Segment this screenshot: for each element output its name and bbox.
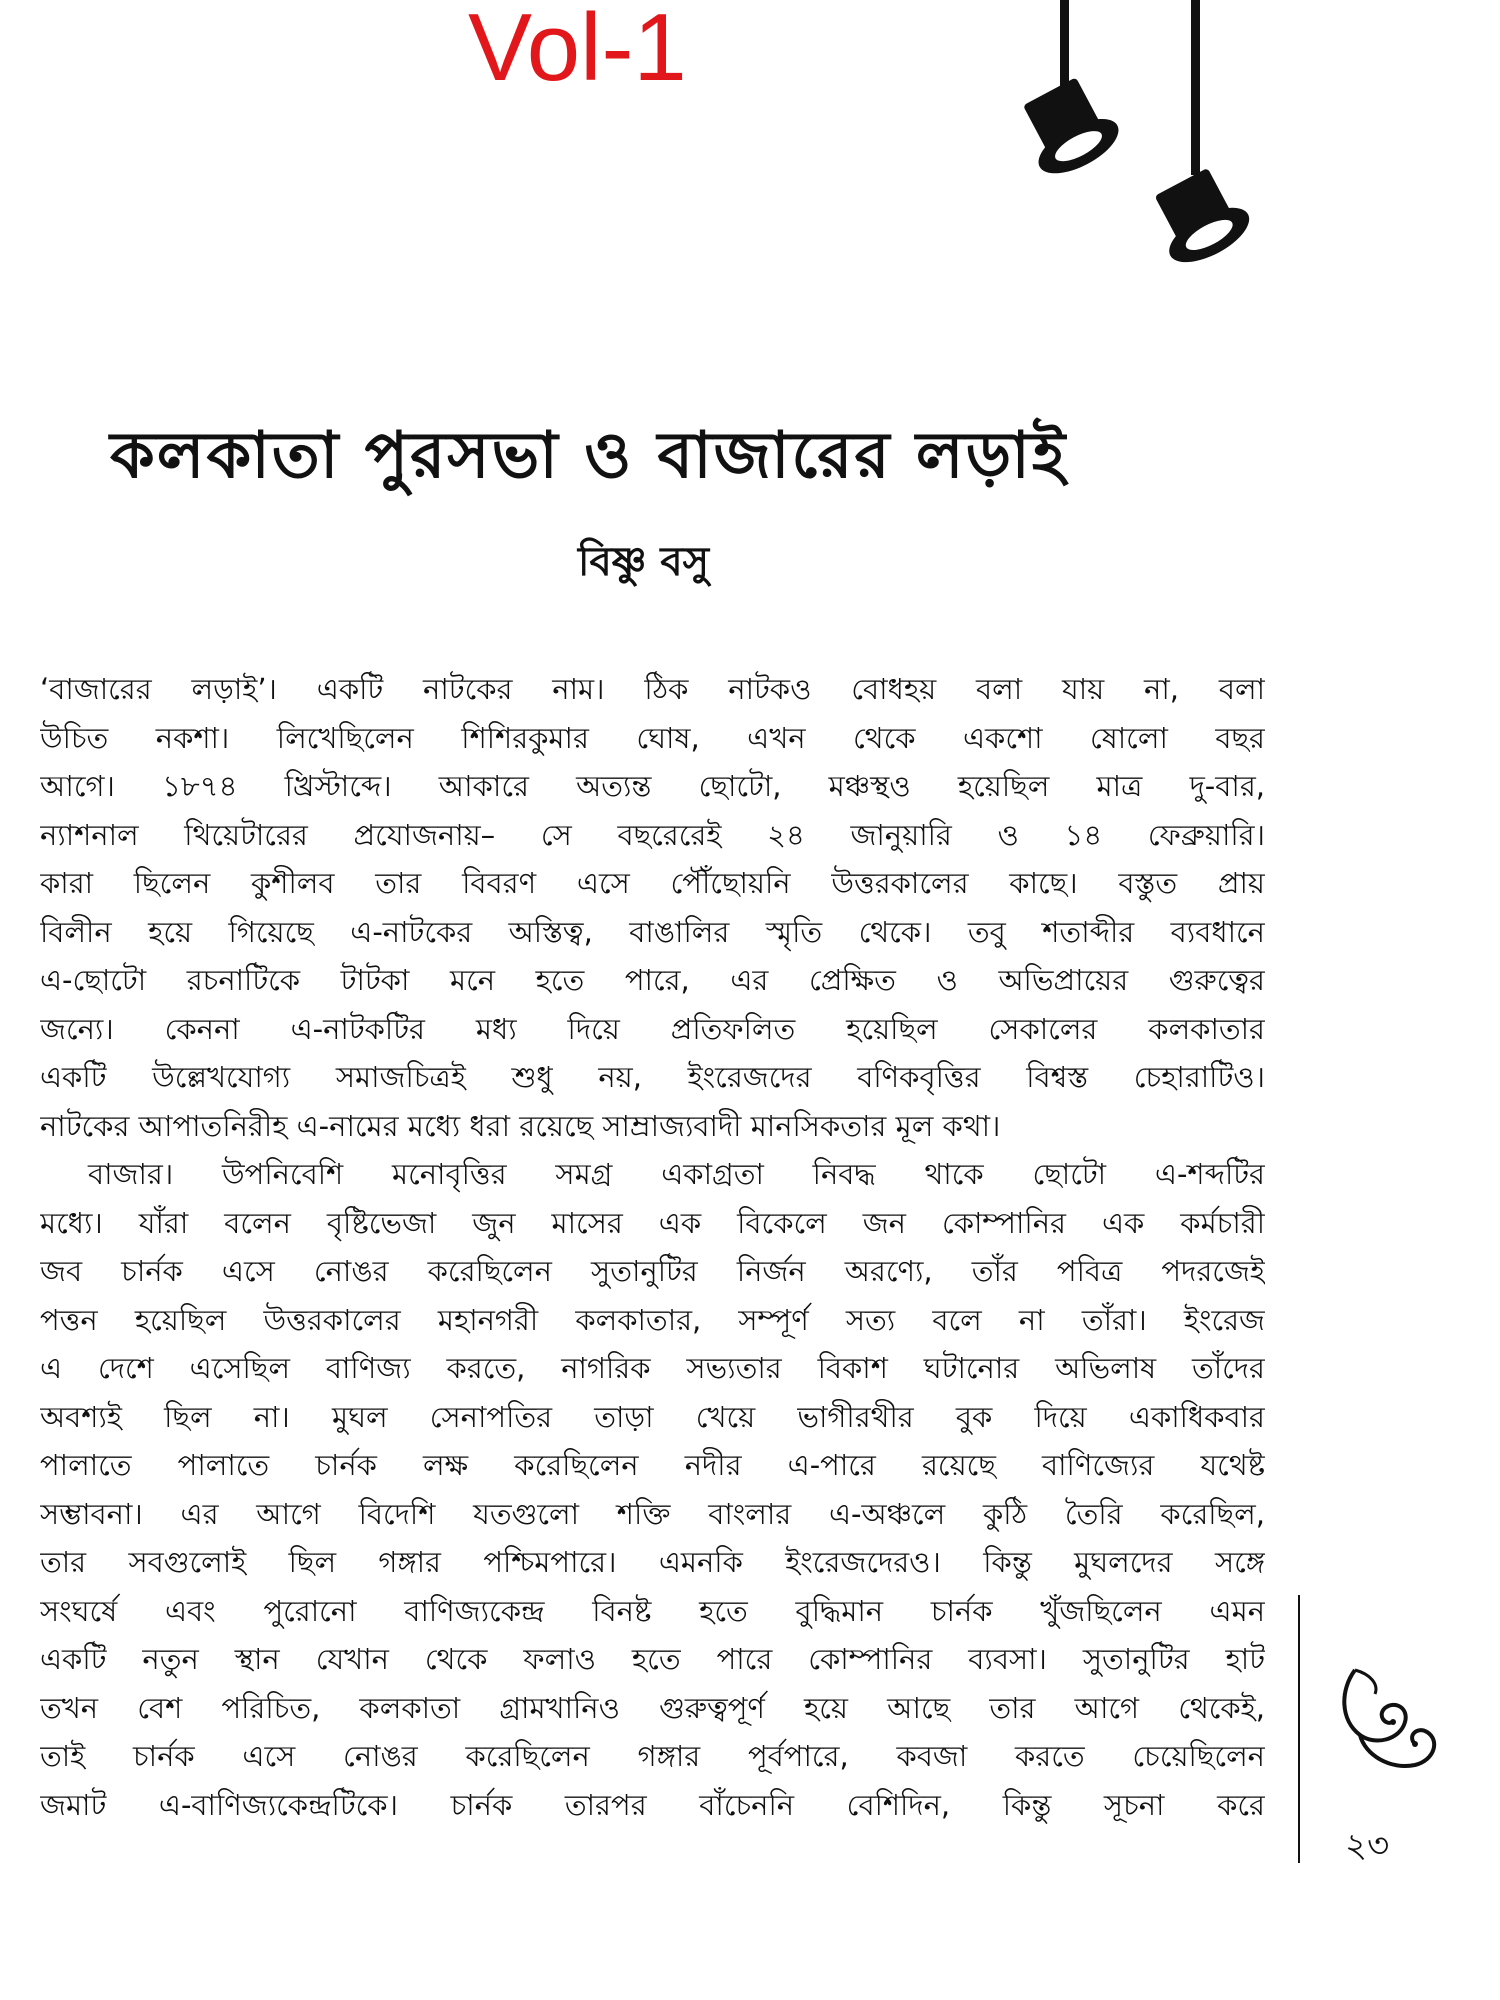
body-line: ন্যাশনাল থিয়েটারের প্রযোজনায়– সে বছরেরেই ২৪ জানুয়ারি ও ১৪ ফেব্রুয়ারি।	[40, 817, 1265, 852]
body-line: জমাট এ-বাণিজ্যকেন্দ্রটিকে। চার্নক তারপর বাঁচেননি বেশিদিন, কিন্তু সূচনা করে	[40, 1787, 1265, 1822]
volume-label: Vol-1	[468, 0, 687, 101]
body-line: বিলীন হয়ে গিয়েছে এ-নাটকের অস্তিত্ব, বাঙালির স্মৃতি থেকে। তবু শতাব্দীর ব্যবধানে	[40, 914, 1265, 949]
body-line: নাটকের আপাতনিরীহ এ-নামের মধ্যে ধরা রয়েছে সাম্রাজ্যবাদী মানসিকতার মূল কথা।	[40, 1108, 1001, 1143]
article-title: কলকাতা পুরসভা ও বাজারের লড়াই	[110, 419, 1068, 493]
body-line: এ দেশে এসেছিল বাণিজ্য করতে, নাগরিক সভ্যতার বিকাশ ঘটানোর অভিলাষ তাঁদের	[40, 1351, 1265, 1385]
body-line: এ-ছোটো রচনাটিকে টাটকা মনে হতে পারে, এর প্রেক্ষিত ও অভিপ্রায়ের গুরুত্বের	[40, 963, 1265, 997]
margin-rule	[1298, 1595, 1300, 1863]
body-line: আগে। ১৮৭৪ খ্রিস্টাব্দে। আকারে অত্যন্ত ছোটো, মঞ্চস্থও হয়েছিল মাত্র দু-বার,	[40, 769, 1265, 803]
body-line: পালাতে পালাতে চার্নক লক্ষ করেছিলেন নদীর এ-পারে রয়েছে বাণিজ্যের যথেষ্ট	[40, 1448, 1265, 1482]
decorative-flourish-icon	[1335, 1660, 1450, 1785]
body-line: ‘বাজারের লড়াই’। একটি নাটকের নাম। ঠিক নাটকও বোধহয় বলা যায় না, বলা	[40, 672, 1265, 706]
body-line: তখন বেশ পরিচিত, কলকাতা গ্রামখানিও গুরুত্বপূর্ণ হয়ে আছে তার আগে থেকেই,	[40, 1690, 1265, 1725]
body-line: কারা ছিলেন কুশীলব তার বিবরণ এসে পৌঁছোয়নি উত্তরকালের কাছে। বস্তুত প্রায়	[40, 866, 1265, 900]
article-author: বিষ্ণু বসু	[578, 539, 710, 585]
stage-spotlight-icon	[975, 0, 1295, 320]
body-line: একটি নতুন স্থান যেখান থেকে ফলাও হতে পারে কোম্পানির ব্যবসা। সুতানুটির হাট	[40, 1642, 1265, 1676]
body-line: মধ্যে। যাঁরা বলেন বৃষ্টিভেজা জুন মাসের এক বিকেলে জন কোম্পানির এক কর্মচারী	[40, 1205, 1265, 1240]
body-line: একটি উল্লেখযোগ্য সমাজচিত্রই শুধু নয়, ইংরেজদের বণিকবৃত্তির বিশ্বস্ত চেহারাটিও।	[40, 1060, 1265, 1094]
body-line: সংঘর্ষে এবং পুরোনো বাণিজ্যকেন্দ্র বিনষ্ট হতে বুদ্ধিমান চার্নক খুঁজছিলেন এমন	[40, 1593, 1265, 1628]
article-body	[40, 665, 1265, 1829]
body-line: বাজার। উপনিবেশি মনোবৃত্তির সমগ্র একাগ্রতা নিবদ্ধ থাকে ছোটো এ-শব্দটির	[88, 1157, 1265, 1191]
body-line: অবশ্যই ছিল না। মুঘল সেনাপতির তাড়া খেয়ে ভাগীরথীর বুক দিয়ে একাধিকবার	[40, 1399, 1265, 1434]
body-line: জন্যে। কেননা এ-নাটকটির মধ্য দিয়ে প্রতিফলিত হয়েছিল সেকালের কলকাতার	[40, 1011, 1265, 1046]
body-line: তাই চার্নক এসে নোঙর করেছিলেন গঙ্গার পূর্বপারে, কবজা করতে চেয়েছিলেন	[40, 1739, 1265, 1773]
body-line: উচিত নকশা। লিখেছিলেন শিশিরকুমার ঘোষ, এখন থেকে একশো ষোলো বছর	[40, 720, 1265, 755]
body-line: জব চার্নক এসে নোঙর করেছিলেন সুতানুটির নির্জন অরণ্যে, তাঁর পবিত্র পদরজেই	[40, 1254, 1265, 1288]
body-line: তার সবগুলোই ছিল গঙ্গার পশ্চিমপারে। এমনকি ইংরেজদেরও। কিন্তু মুঘলদের সঙ্গে	[40, 1545, 1265, 1579]
body-line: সম্ভাবনা। এর আগে বিদেশি যতগুলো শক্তি বাংলার এ-অঞ্চলে কুঠি তৈরি করেছিল,	[40, 1496, 1265, 1531]
body-line: পত্তন হয়েছিল উত্তরকালের মহানগরী কলকাতার, সম্পূর্ণ সত্য বলে না তাঁরা। ইংরেজ	[40, 1302, 1265, 1337]
page-number: ২৩	[1345, 1826, 1390, 1866]
